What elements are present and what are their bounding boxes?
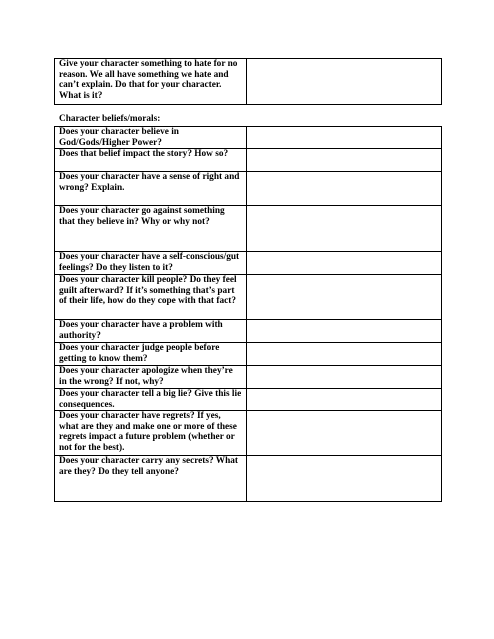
question-cell: Does your character have regrets? If yes, what are they and make one or more of these regrets impact a future problem (whether or not for the best). — [55, 411, 247, 456]
question-cell: Does your character have a sense of right and wrong? Explain. — [55, 172, 247, 206]
question-cell: Does your character go against something that they believe in? Why or why not? — [55, 206, 247, 252]
answer-cell[interactable] — [247, 172, 442, 206]
question-cell: Does your character have a self-conscious/gut feelings? Do they listen to it? — [55, 252, 247, 275]
answer-cell[interactable] — [247, 389, 442, 411]
table-row — [55, 456, 442, 502]
question-cell: Does your character kill people? Do they feel guilt afterward? If it’s something that’s part of their life, how do they cope with that fact? — [55, 275, 247, 320]
section-label: Character beliefs/morals: — [59, 114, 161, 124]
answer-cell[interactable] — [247, 411, 442, 456]
answer-cell[interactable] — [247, 366, 442, 389]
question-cell: Does your character carry any secrets? What are they? Do they tell anyone? — [55, 456, 247, 502]
question-cell: Give your character something to hate for no reason. We all have something we hate and can’t explain. Do that for your character. What is it? — [55, 59, 247, 105]
answer-cell[interactable] — [247, 252, 442, 275]
hate-question-table — [54, 58, 442, 105]
answer-cell[interactable] — [247, 456, 442, 502]
question-cell: Does your character believe in God/Gods/Higher Power? — [55, 127, 247, 149]
answer-cell[interactable] — [247, 343, 442, 366]
beliefs-table — [54, 126, 442, 502]
table-row — [55, 252, 442, 275]
answer-cell[interactable] — [247, 275, 442, 320]
answer-cell[interactable] — [247, 149, 442, 172]
table-row — [55, 389, 442, 411]
question-cell: Does your character apologize when they’re in the wrong? If not, why? — [55, 366, 247, 389]
table-row — [55, 343, 442, 366]
question-cell: Does your character have a problem with authority? — [55, 320, 247, 343]
answer-cell[interactable] — [247, 59, 442, 105]
table-row — [55, 59, 442, 105]
table-row — [55, 149, 442, 172]
table-row — [55, 127, 442, 149]
question-cell: Does your character judge people before getting to know them? — [55, 343, 247, 366]
table-row — [55, 411, 442, 456]
question-cell: Does that belief impact the story? How so? — [55, 149, 247, 172]
table-row — [55, 172, 442, 206]
answer-cell[interactable] — [247, 127, 442, 149]
table-row — [55, 275, 442, 320]
question-cell: Does your character tell a big lie? Give this lie consequences. — [55, 389, 247, 411]
table-row — [55, 366, 442, 389]
answer-cell[interactable] — [247, 320, 442, 343]
table-row — [55, 206, 442, 252]
table-row — [55, 320, 442, 343]
answer-cell[interactable] — [247, 206, 442, 252]
